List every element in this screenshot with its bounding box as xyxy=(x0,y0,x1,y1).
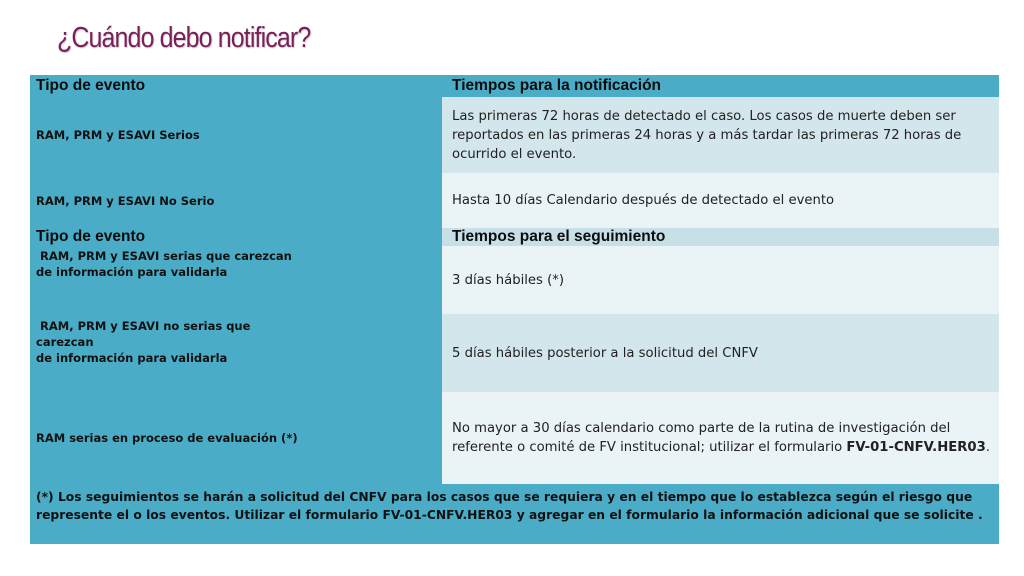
notification-table xyxy=(30,75,999,544)
time-cell: Hasta 10 días Calendario después de detectado el evento xyxy=(442,173,999,228)
event-type-cell: RAM serias en proceso de evaluación (*) xyxy=(30,392,442,484)
time-cell xyxy=(442,392,999,484)
table-header-notification xyxy=(30,75,999,97)
time-cell: 3 días hábiles (*) xyxy=(442,246,999,314)
table-row xyxy=(30,173,999,228)
event-line: carezcan xyxy=(36,335,94,349)
table-row xyxy=(30,97,999,173)
table-row xyxy=(30,392,999,484)
footnote: (*) Los seguimientos se harán a solicitud del CNFV para los casos que se requiera y en el tiempo que lo establezca según el riesgo que represente el o los eventos. Utilizar el formulario FV-01-CNFV.HER03 y agregar en el formulario la información adicional que se solicite . xyxy=(30,484,999,544)
table-row xyxy=(30,246,999,314)
header-event-type: Tipo de evento xyxy=(30,75,442,97)
page-title: ¿Cuándo debo notificar? xyxy=(57,22,311,54)
event-line: de información para validarla xyxy=(36,265,228,279)
event-type-cell: RAM, PRM y ESAVI Serios xyxy=(30,97,442,173)
header-notification-time: Tiempos para la notificación xyxy=(442,75,999,97)
event-line: de información para validarla xyxy=(36,351,228,365)
header-event-type: Tipo de evento xyxy=(30,228,442,246)
header-followup-time: Tiempos para el seguimiento xyxy=(442,228,999,246)
event-type-cell xyxy=(30,246,442,314)
event-line: RAM, PRM y ESAVI serias que carezcan xyxy=(36,249,292,263)
time-text: No mayor a 30 días calendario como parte de la rutina de investigación del referente o comité de FV institucional; utilizar el formulario FV-01-CNFV.HER03. xyxy=(452,421,990,455)
event-type-cell: RAM, PRM y ESAVI No Serio xyxy=(30,173,442,228)
time-cell: Las primeras 72 horas de detectado el caso. Los casos de muerte deben ser reportados en las primeras 24 horas y a más tardar las primeras 72 horas de ocurrido el evento. xyxy=(442,97,999,173)
table-row xyxy=(30,314,999,392)
event-line: RAM, PRM y ESAVI no serias que xyxy=(36,319,251,333)
form-code: FV-01-CNFV.HER03 xyxy=(846,440,986,455)
table-header-followup xyxy=(30,228,999,246)
event-type-cell xyxy=(30,314,442,392)
time-cell: 5 días hábiles posterior a la solicitud del CNFV xyxy=(442,314,999,392)
